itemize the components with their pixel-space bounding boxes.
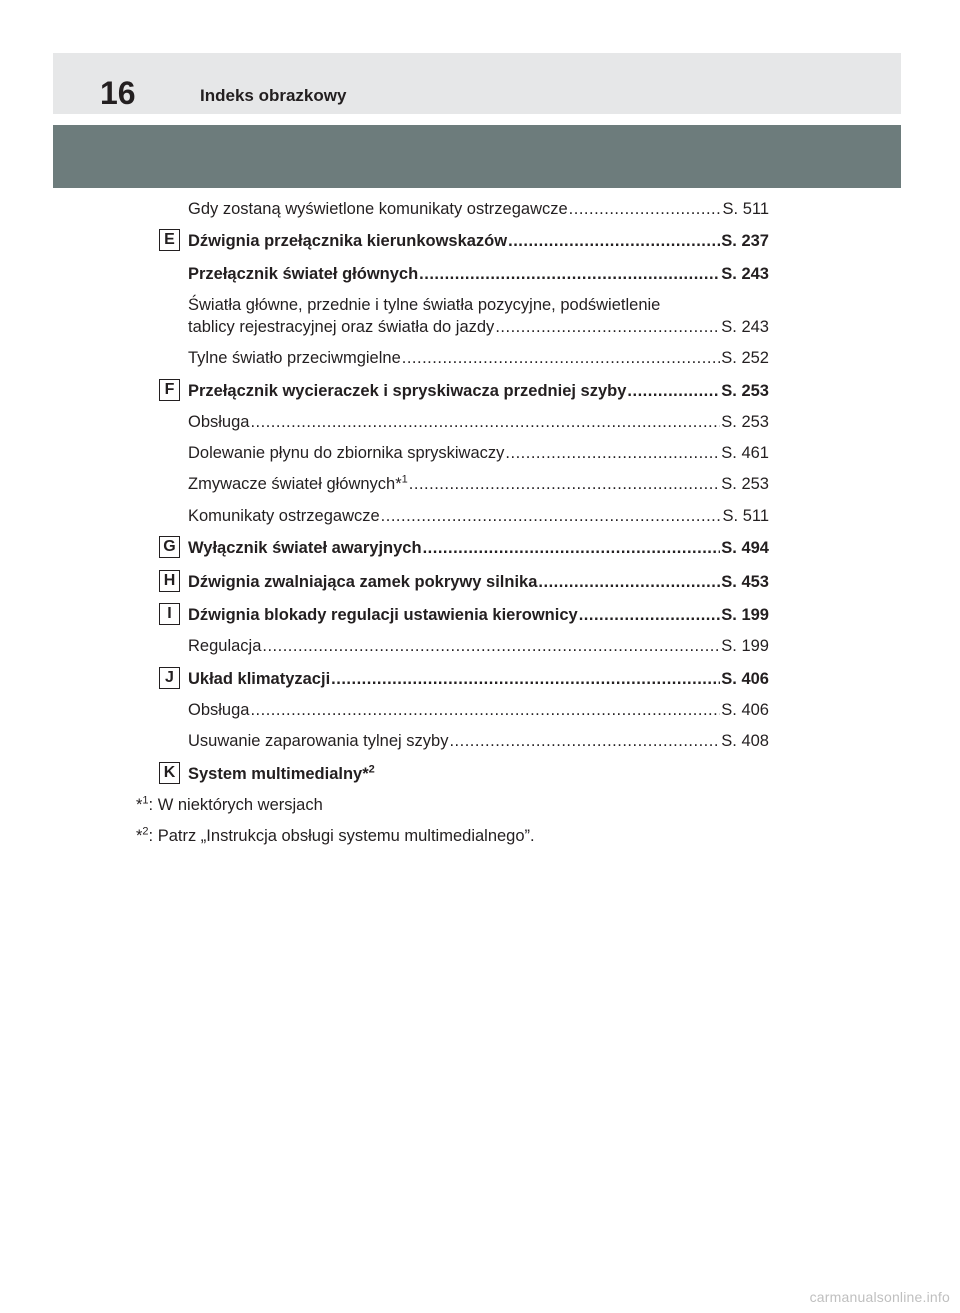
watermark: carmanualsonline.info bbox=[809, 1289, 950, 1305]
dot-leader bbox=[508, 230, 720, 252]
dot-leader bbox=[449, 730, 720, 752]
dot-leader bbox=[423, 537, 721, 559]
entry-page: S. 408 bbox=[721, 732, 769, 750]
entry-text: Gdy zostaną wyświetlone komunikaty ostrzegawcze bbox=[188, 200, 568, 218]
page-number: 16 bbox=[100, 75, 136, 111]
dot-leader bbox=[419, 263, 720, 285]
index-entry bbox=[188, 635, 769, 657]
index-entry bbox=[188, 347, 769, 369]
entry-page: S. 461 bbox=[721, 444, 769, 462]
entry-text: Przełącznik wycieraczek i spryskiwacza przedniej szyby bbox=[188, 382, 627, 400]
footnote-ref: 1 bbox=[401, 473, 408, 486]
entry-page: S. 511 bbox=[722, 507, 769, 525]
dot-leader bbox=[569, 198, 722, 220]
index-entry bbox=[188, 668, 769, 690]
entry-page: S. 199 bbox=[721, 606, 769, 624]
footnote-text: : W niektórych wersjach bbox=[148, 796, 323, 814]
dot-leader bbox=[331, 668, 720, 690]
entry-page: S. 453 bbox=[721, 573, 769, 591]
entry-page: S. 494 bbox=[721, 539, 769, 557]
entry-text-main: System multimedialny* bbox=[188, 765, 369, 783]
section-letter-badge: I bbox=[159, 603, 180, 625]
entry-line2 bbox=[188, 316, 769, 338]
entry-text: Dolewanie płynu do zbiornika spryskiwaczy bbox=[188, 444, 505, 462]
footnote-mark: * bbox=[136, 827, 143, 845]
footnote bbox=[136, 794, 323, 816]
index-entry bbox=[188, 263, 769, 285]
index-entry bbox=[188, 473, 769, 495]
index-entry bbox=[188, 604, 769, 626]
entry-text: Usuwanie zaparowania tylnej szyby bbox=[188, 732, 449, 750]
index-entry bbox=[188, 198, 769, 220]
section-band bbox=[53, 125, 901, 188]
footnote-ref: 2 bbox=[368, 763, 375, 776]
section-letter-badge: H bbox=[159, 570, 180, 592]
entry-page: S. 199 bbox=[721, 637, 769, 655]
entry-page: S. 253 bbox=[721, 413, 769, 431]
entry-page: S. 511 bbox=[722, 200, 769, 218]
entry-text bbox=[188, 473, 408, 495]
index-entry bbox=[188, 763, 769, 785]
index-entry bbox=[188, 699, 769, 721]
index-entry bbox=[188, 442, 769, 464]
entry-text: Dźwignia zwalniająca zamek pokrywy silnika bbox=[188, 573, 538, 591]
index-entry bbox=[188, 505, 769, 527]
entry-page: S. 253 bbox=[721, 475, 769, 493]
entry-page: S. 243 bbox=[721, 265, 769, 283]
entry-text bbox=[188, 763, 375, 785]
dot-leader bbox=[505, 442, 720, 464]
footnote-mark: * bbox=[136, 796, 143, 814]
entry-page: S. 243 bbox=[721, 318, 769, 336]
entry-text: Komunikaty ostrzegawcze bbox=[188, 507, 380, 525]
entry-page: S. 406 bbox=[721, 701, 769, 719]
dot-leader bbox=[627, 380, 720, 402]
entry-text: Przełącznik świateł głównych bbox=[188, 265, 419, 283]
footnote-text: : Patrz „Instrukcja obsługi systemu multimedialnego”. bbox=[148, 827, 535, 845]
entry-text: tablicy rejestracyjnej oraz światła do jazdy bbox=[188, 318, 495, 336]
dot-leader bbox=[262, 635, 720, 657]
dot-leader bbox=[409, 473, 721, 495]
dot-leader bbox=[538, 571, 720, 593]
entry-text: Dźwignia przełącznika kierunkowskazów bbox=[188, 232, 508, 250]
index-entry bbox=[188, 230, 769, 252]
entry-text: Regulacja bbox=[188, 637, 262, 655]
entry-text: Tylne światło przeciwmgielne bbox=[188, 349, 401, 367]
entry-text: Wyłącznik świateł awaryjnych bbox=[188, 539, 422, 557]
section-letter-badge: F bbox=[159, 379, 180, 401]
entry-text: Obsługa bbox=[188, 413, 250, 431]
index-entry bbox=[188, 537, 769, 559]
index-entry bbox=[188, 411, 769, 433]
entry-text-main: Zmywacze świateł głównych* bbox=[188, 475, 402, 493]
footnote-number: 2 bbox=[142, 825, 149, 838]
entry-text: Dźwignia blokady regulacji ustawienia kierownicy bbox=[188, 606, 578, 624]
index-entry bbox=[188, 380, 769, 402]
footnote bbox=[136, 825, 535, 847]
entry-page: S. 406 bbox=[721, 670, 769, 688]
footnote-number: 1 bbox=[142, 794, 149, 807]
index-entry bbox=[188, 730, 769, 752]
entry-page: S. 252 bbox=[721, 349, 769, 367]
dot-leader bbox=[381, 505, 722, 527]
entry-text: Układ klimatyzacji bbox=[188, 670, 331, 688]
section-title: Indeks obrazkowy bbox=[200, 86, 347, 105]
dot-leader bbox=[579, 604, 721, 626]
dot-leader bbox=[250, 411, 720, 433]
header-bar bbox=[53, 53, 901, 114]
entry-page: S. 253 bbox=[721, 382, 769, 400]
dot-leader bbox=[250, 699, 720, 721]
entry-page: S. 237 bbox=[721, 232, 769, 250]
index-entry bbox=[188, 294, 769, 338]
dot-leader bbox=[402, 347, 721, 369]
entry-text: Obsługa bbox=[188, 701, 250, 719]
dot-leader bbox=[495, 316, 720, 338]
section-letter-badge: E bbox=[159, 229, 180, 251]
section-letter-badge: G bbox=[159, 536, 180, 558]
section-letter-badge: K bbox=[159, 762, 180, 784]
section-letter-badge: J bbox=[159, 667, 180, 689]
entry-text-line1: Światła główne, przednie i tylne światła pozycyjne, podświetlenie bbox=[188, 296, 661, 314]
index-entry bbox=[188, 571, 769, 593]
